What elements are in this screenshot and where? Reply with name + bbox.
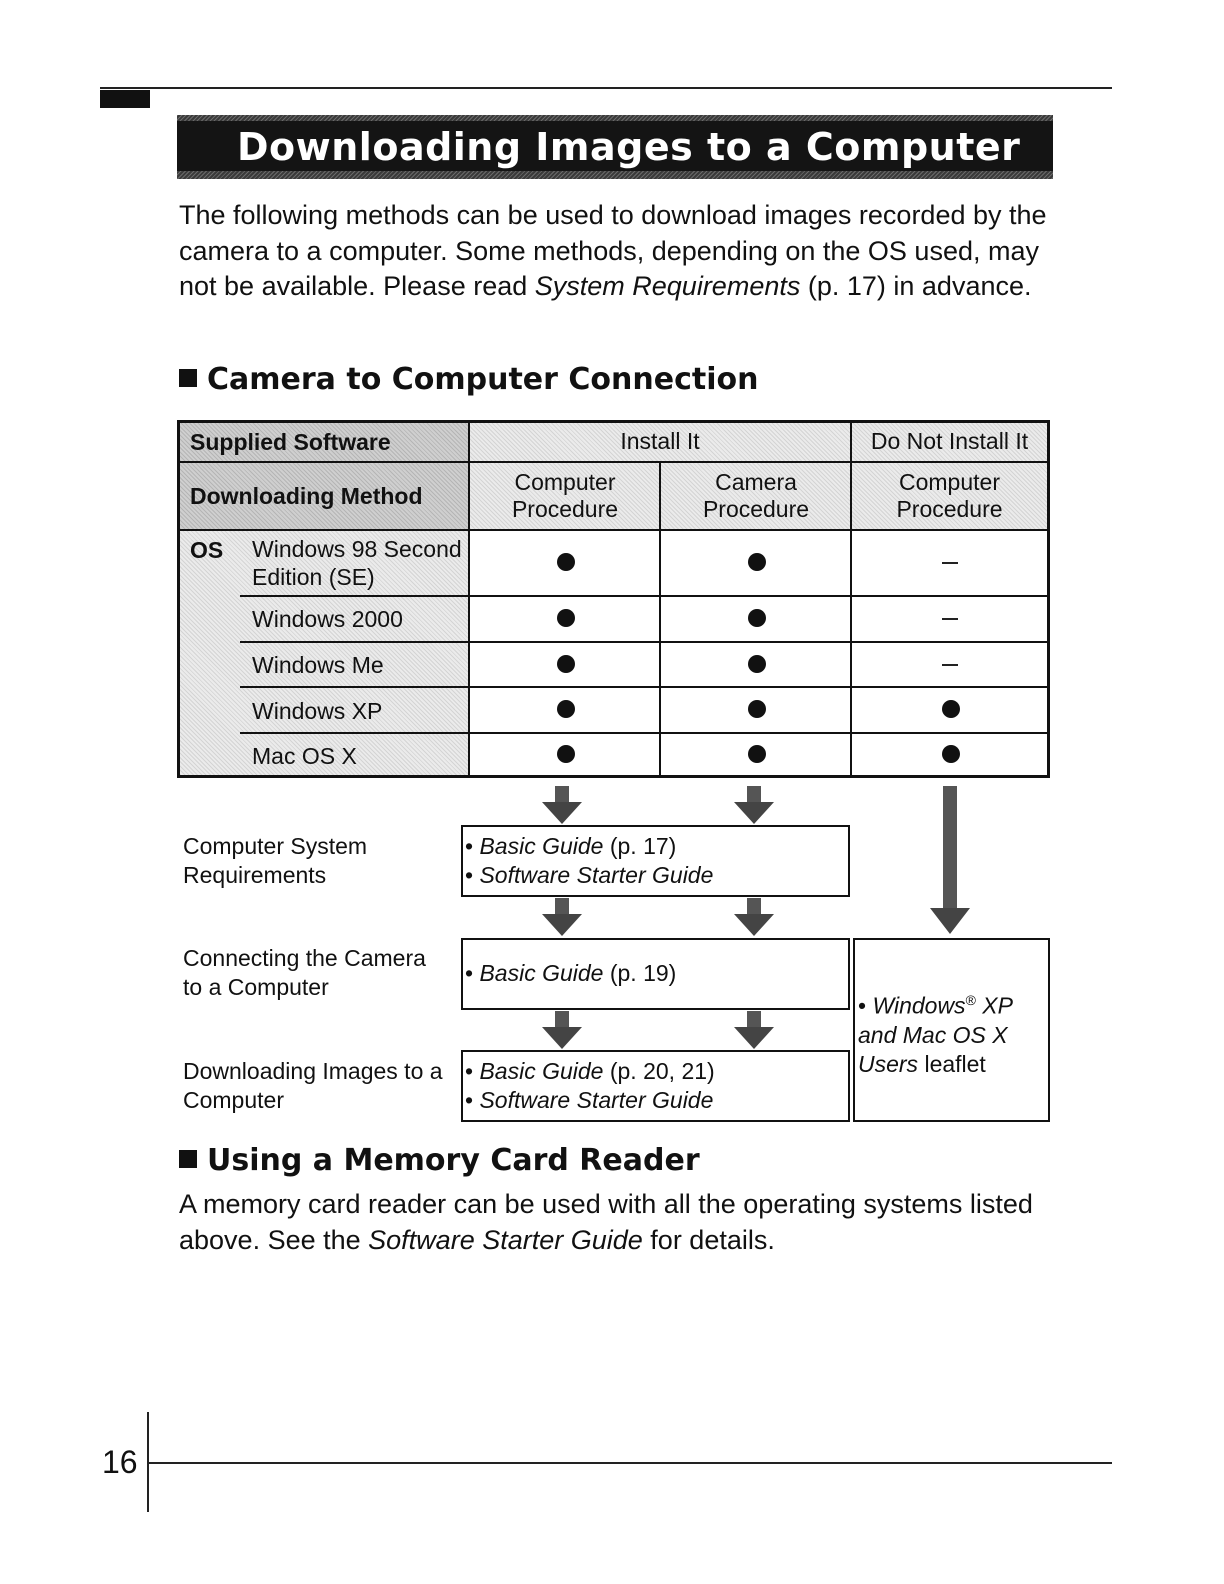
bullet-square-icon (179, 1150, 197, 1168)
note-text-1: A memory card reader can be used with all the operating systems listed above. See the (179, 1189, 1033, 1255)
title-banner (177, 115, 1053, 179)
method-cell-1 (470, 463, 659, 529)
supported-dot-icon (557, 553, 575, 571)
reference-text: (p. 20, 21) (603, 1058, 715, 1084)
reference-line: • Software Starter Guide (465, 1087, 714, 1113)
intro-text-1: The following methods can be used to download images recorded by the camera to a computer. Some methods, depending on the OS used, may not be available. Please read (179, 200, 1047, 301)
reference-line: • Basic Guide (p. 17) (465, 833, 677, 859)
page-title: Downloading Images to a Computer (237, 125, 1021, 169)
grid-line (180, 529, 1047, 531)
section-title: Using a Memory Card Reader (207, 1143, 700, 1178)
reference-italic: Windows (872, 992, 966, 1019)
grid-line (468, 423, 470, 775)
down-arrow-icon (732, 1011, 776, 1051)
grid-line (659, 463, 661, 775)
method-label-1: Computer Procedure (511, 469, 619, 522)
os-name: Windows Me (252, 652, 384, 678)
supplied-software-cell (180, 423, 468, 461)
reference-line: • Basic Guide (p. 19) (465, 960, 677, 986)
not-supported-dash-icon (942, 618, 958, 620)
reference-text: (p. 17) (603, 833, 677, 859)
grid-line (240, 595, 1047, 597)
os-label: OS (190, 537, 224, 563)
os-name: Windows XP (252, 698, 383, 724)
note-text-2: for details. (642, 1225, 775, 1255)
footer-rule (147, 1462, 1112, 1464)
supported-dot-icon (748, 655, 766, 673)
supported-dot-icon (748, 553, 766, 571)
reference-box-2 (461, 938, 850, 1010)
grid-line (240, 732, 1047, 734)
down-arrow-icon (540, 898, 584, 938)
os-name: Windows 98 Second Edition (SE) (252, 536, 462, 590)
do-not-install-label: Do Not Install It (870, 428, 1029, 454)
intro-paragraph (179, 198, 1059, 305)
top-tab-marker (100, 90, 150, 108)
supported-dot-icon (557, 609, 575, 627)
step-label: Downloading Images to a Computer (183, 1058, 443, 1113)
page-number: 16 (102, 1444, 138, 1480)
reference-line: • Software Starter Guide (465, 862, 714, 888)
top-rule (100, 87, 1112, 89)
intro-ref: System Requirements (534, 271, 801, 301)
grid-line (850, 423, 852, 775)
reference-text: leaflet (918, 1050, 986, 1077)
reference-italic: Basic Guide (479, 1058, 604, 1084)
down-arrow-icon (540, 1011, 584, 1051)
supported-dot-icon (557, 700, 575, 718)
install-it-label: Install It (620, 428, 700, 454)
supported-dot-icon (557, 655, 575, 673)
reference-italic: Basic Guide (479, 833, 604, 859)
grid-line (240, 641, 1047, 643)
supported-dot-icon (748, 745, 766, 763)
method-label-3: Computer Procedure (896, 469, 1003, 522)
not-supported-dash-icon (942, 664, 958, 666)
reference-italic: Basic Guide (479, 960, 604, 986)
not-supported-dash-icon (942, 562, 958, 564)
supported-dot-icon (942, 745, 960, 763)
supported-dot-icon (557, 745, 575, 763)
reference-box-1 (461, 825, 850, 897)
bullet-square-icon (179, 369, 197, 387)
grid-line (180, 461, 1047, 463)
supported-dot-icon (748, 609, 766, 627)
do-not-install-cell (852, 423, 1047, 461)
down-arrow-icon (732, 898, 776, 938)
supplied-software-label: Supplied Software (190, 429, 391, 455)
supported-dot-icon (748, 700, 766, 718)
step-label: Connecting the Camera to a Computer (183, 945, 426, 1000)
long-down-arrow-icon (928, 786, 972, 936)
reference-text: (p. 19) (603, 960, 677, 986)
section-title: Camera to Computer Connection (207, 362, 759, 397)
reference-line: • Basic Guide (p. 20, 21) (465, 1058, 715, 1084)
os-name: Windows 2000 (252, 606, 403, 632)
install-it-cell (470, 423, 850, 461)
down-arrow-icon (540, 786, 584, 826)
step-label: Computer System Requirements (183, 833, 368, 888)
method-cell-2 (661, 463, 850, 529)
supported-dot-icon (942, 700, 960, 718)
card-reader-paragraph (179, 1186, 1059, 1258)
connection-table (177, 420, 1050, 778)
reference-italic: Software Starter Guide (479, 862, 714, 888)
intro-text-2: (p. 17) in advance. (800, 271, 1032, 301)
side-reference-text: • Windows® XP and Mac OS X Users leaflet (858, 992, 1013, 1077)
downloading-method-label: Downloading Method (190, 483, 423, 509)
reference-italic: Software Starter Guide (479, 1087, 714, 1113)
section-heading-card-reader (179, 1143, 700, 1178)
method-label-2: Camera Procedure (702, 469, 810, 522)
registered-mark: ® (965, 992, 976, 1008)
section-heading-connection (179, 362, 758, 397)
reference-italic: XP and Mac OS X Users (858, 992, 1013, 1077)
os-name: Mac OS X (252, 743, 357, 769)
method-cell-3 (852, 463, 1047, 529)
downloading-method-cell (180, 463, 468, 529)
os-column (180, 531, 468, 775)
note-ref: Software Starter Guide (368, 1225, 643, 1255)
grid-line (240, 686, 1047, 688)
side-reference-box (853, 938, 1050, 1122)
down-arrow-icon (732, 786, 776, 826)
reference-box-3 (461, 1050, 850, 1122)
